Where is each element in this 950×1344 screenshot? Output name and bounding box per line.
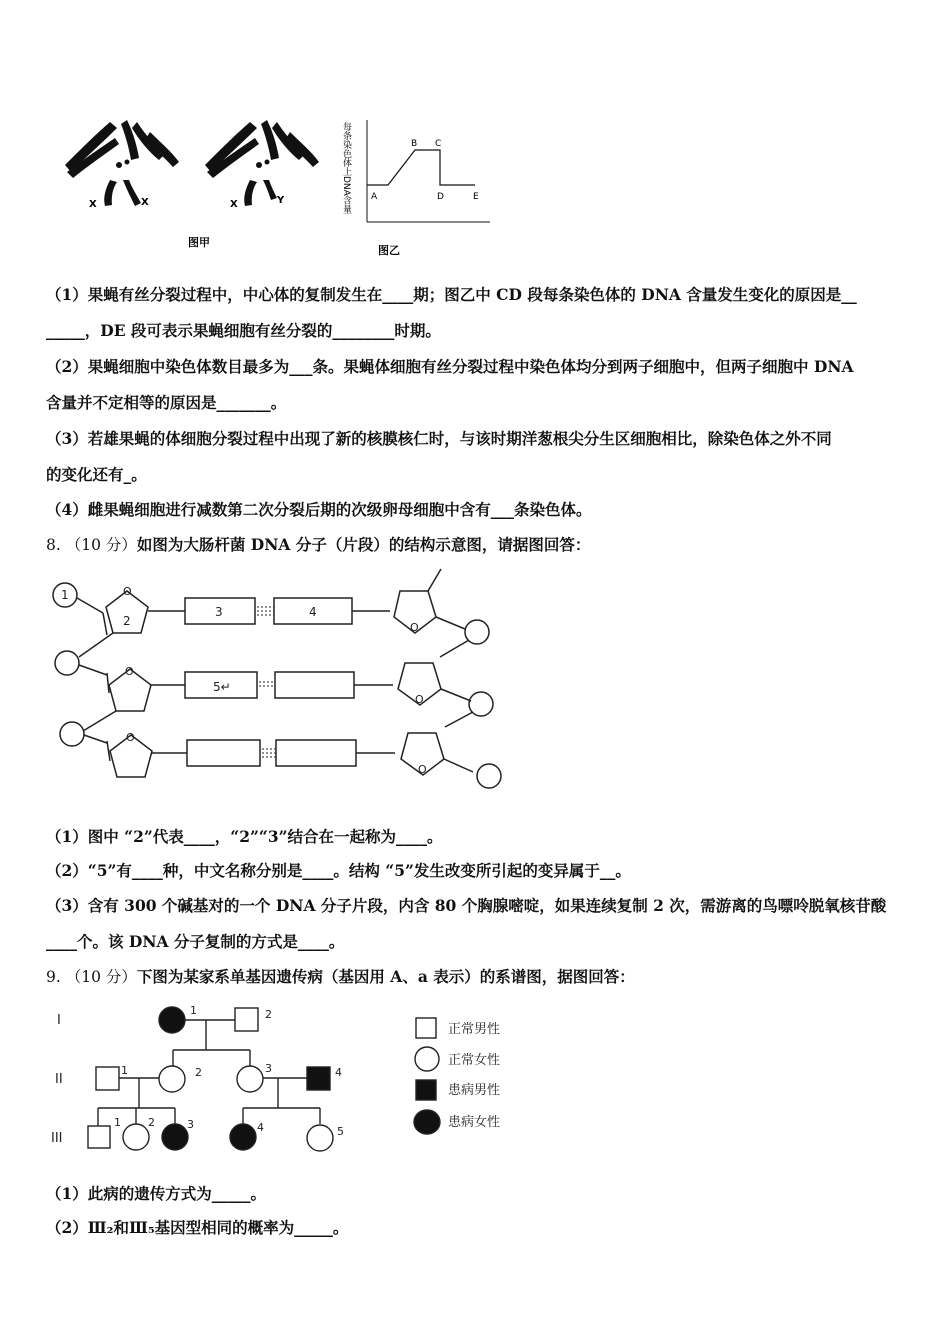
gen-label-iii: III [51, 1131, 63, 1146]
gen3-id: 1 [114, 1116, 121, 1129]
graph-ylabel: 每条染色体上DNA含量 [341, 122, 351, 214]
ring-o: O [123, 585, 132, 598]
ring-o: O [126, 731, 135, 744]
dna-structure-diagram [45, 565, 515, 795]
q8-score: （10 分） [65, 536, 137, 554]
label-base-3: 3 [215, 605, 223, 619]
gen3-id: 5 [337, 1125, 344, 1138]
q9-score: （10 分） [65, 968, 137, 986]
q8-part2: （2）“5”有____种，中文名称分别是____。结构 “5”发生改变所引起的变异属于__。 [46, 861, 631, 880]
figure-chromosomes [55, 110, 345, 255]
q8-part1: （1）图中 “2”代表____，“2”“3”结合在一起称为____。 [46, 827, 443, 846]
q7-part1-line2: _____，DE 段可表示果蝇细胞有丝分裂的________时期。 [46, 321, 441, 340]
ring-o: O [410, 621, 419, 634]
chrom-label: X [230, 199, 238, 210]
q7-part3-line1: （3）若雄果蝇的体细胞分裂过程中出现了新的核膜核仁时，与该时期洋葱根尖分生区细胞相比，除染色体之外不同 [46, 429, 832, 448]
gen-label-ii: II [55, 1072, 63, 1087]
q9-number: 9. [46, 968, 61, 986]
q9-header [46, 966, 635, 988]
graph-point-b: B [411, 139, 418, 149]
label-base-5: 5↵ [213, 680, 231, 694]
q7-part1-line1: （1）果蝇有丝分裂过程中，中心体的复制发生在____期；图乙中 CD 段每条染色体的 DNA 含量发生变化的原因是__ [46, 285, 857, 304]
gen2-id: 2 [195, 1066, 202, 1079]
caption-right: 图乙 [378, 244, 400, 257]
graph-point-d: D [437, 192, 444, 202]
legend-normal-female: 正常女性 [448, 1053, 501, 1068]
gen-label-i: I [57, 1013, 61, 1028]
graph-point-a: A [371, 192, 378, 202]
ring-o: O [418, 763, 427, 776]
gen3-id: 2 [148, 1116, 155, 1129]
q8-part3-line1: （3）含有 300 个碱基对的一个 DNA 分子片段，内含 80 个胸腺嘧啶，如果连续复制 2 次，需游离的鸟嘌呤脱氧核苷酸 [46, 896, 887, 915]
figure-dna-graph [340, 112, 500, 262]
dna-content-graph [340, 112, 500, 262]
graph-point-c: C [435, 139, 442, 149]
chrom-label: X [141, 197, 149, 208]
chrom-label: Y [277, 195, 285, 206]
chromosome-karyotype-image [55, 110, 345, 255]
caption-left: 图甲 [188, 236, 210, 249]
q9-title: 下图为某家系单基因遗传病（基因用 A、a 表示）的系谱图，据图回答： [136, 967, 635, 986]
gen3-id: 3 [187, 1118, 194, 1131]
q7-part2-line2: 含量并不定相等的原因是_______。 [46, 393, 287, 412]
q9-part1: （1）此病的遗传方式为_____。 [46, 1184, 267, 1203]
gen2-id: 1 [121, 1064, 128, 1077]
q9-part2: （2）Ⅲ₂和Ⅲ₅基因型相同的概率为_____。 [46, 1218, 349, 1237]
q7-part2-line1: （2）果蝇细胞中染色体数目最多为___条。果蝇体细胞有丝分裂过程中染色体均分到两子细胞中，但两子细胞中 DNA [46, 357, 854, 376]
q8-part3-line2: ____个。该 DNA 分子复制的方式是____。 [46, 932, 345, 951]
chrom-label: X [89, 199, 97, 210]
label-phosphate: 1 [61, 588, 69, 602]
ring-o: O [415, 693, 424, 706]
gen1-id: 2 [265, 1008, 272, 1021]
gen2-id: 4 [335, 1066, 342, 1079]
q7-part4: （4）雌果蝇细胞进行减数第二次分裂后期的次级卵母细胞中含有___条染色体。 [46, 500, 592, 519]
gen3-id: 4 [257, 1121, 264, 1134]
pedigree-chart [45, 998, 525, 1168]
ring-o: O [125, 665, 134, 678]
label-sugar: 2 [123, 614, 131, 628]
q7-part3-line2: 的变化还有_。 [46, 465, 147, 484]
q8-number: 8. [46, 536, 61, 554]
gen1-id: 1 [190, 1004, 197, 1017]
graph-point-e: E [473, 192, 479, 202]
q8-title: 如图为大肠杆菌 DNA 分子（片段）的结构示意图，请据图回答： [136, 535, 591, 554]
label-base-4: 4 [309, 605, 317, 619]
gen2-id: 3 [265, 1062, 272, 1075]
legend-affected-female: 患病女性 [448, 1115, 501, 1130]
q8-header [46, 534, 590, 556]
legend-normal-male: 正常男性 [448, 1022, 501, 1037]
legend-affected-male: 患病男性 [448, 1083, 501, 1098]
